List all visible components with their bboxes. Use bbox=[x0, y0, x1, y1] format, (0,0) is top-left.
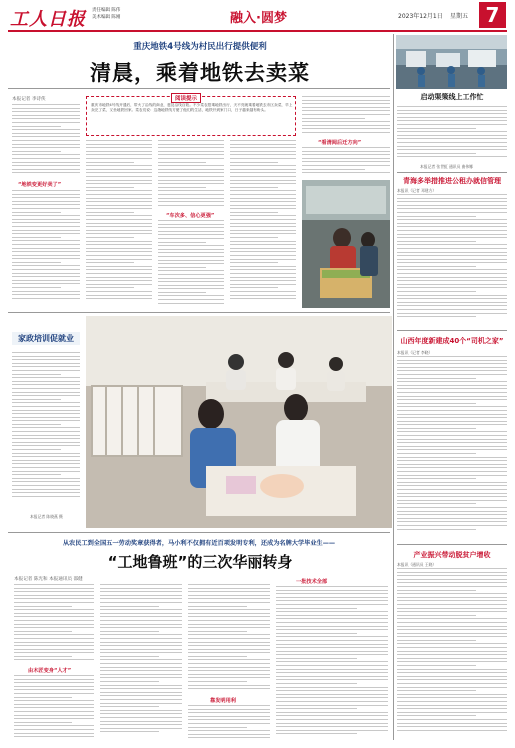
reading-tip-box bbox=[86, 96, 296, 136]
right-story4-title: 产业振兴带动脱贫户增收 bbox=[413, 551, 491, 559]
right-story1-byline: 本报记者 张世虹 通讯员 曲伟娜 bbox=[420, 164, 473, 169]
lead-subhead-2: “车次多、信心更强” bbox=[166, 213, 215, 219]
housekeeping-caption bbox=[12, 352, 80, 508]
reading-tip-label: 阅读提示 bbox=[171, 93, 201, 103]
page-number: 7 bbox=[479, 2, 506, 28]
lead-kicker: 重庆地铁4号线为村民出行提供便利 bbox=[133, 42, 267, 52]
subway-photo bbox=[302, 180, 390, 308]
bottom-kicker: 从农民工到全国五一劳动奖章获得者，马小利不仅拥有近百项发明专利，还成为名牌大学毕业生—— bbox=[62, 540, 336, 547]
bottom-rule bbox=[8, 532, 390, 533]
lead-body-col3b bbox=[158, 220, 224, 308]
bottom-headline: “工地鲁班”的三次华丽转身 bbox=[107, 553, 293, 571]
right-story3-byline: 本报讯（记者 李晓） bbox=[397, 350, 433, 355]
right-divider-2 bbox=[397, 330, 507, 331]
headline-rule bbox=[8, 88, 390, 89]
bottom-subhead-3: 一批技术全部 bbox=[296, 579, 328, 585]
right-story2-body bbox=[397, 194, 507, 324]
masthead bbox=[0, 0, 515, 31]
issue-weekday: 星期五 bbox=[450, 13, 469, 20]
lead-byline: 本报记者 李诗侠 bbox=[12, 97, 46, 102]
housekeeping-title: 家政培训促就业 bbox=[12, 332, 80, 345]
lead-body-col5b bbox=[302, 147, 390, 177]
masthead-rule bbox=[8, 30, 507, 32]
bottom-subhead-1: 由木匠变身“人才” bbox=[28, 668, 72, 674]
right-story1-title: 启动渠策线上工作忙 bbox=[420, 93, 484, 101]
right-divider-1 bbox=[397, 172, 507, 173]
factory-photo bbox=[396, 35, 507, 89]
right-divider-3 bbox=[397, 544, 507, 545]
lead-body-col2 bbox=[86, 140, 152, 308]
column-divider bbox=[393, 34, 394, 740]
issue-date: 2023年12月1日 bbox=[398, 13, 443, 20]
editor-credit: 责任编辑 陈伟 bbox=[92, 8, 121, 13]
housekeeping-training-photo bbox=[86, 316, 392, 528]
lead-headline: 清晨，乘着地铁去卖菜 bbox=[90, 61, 310, 85]
lead-body-col3 bbox=[158, 140, 224, 210]
designer-credit: 美术编辑 陈刚 bbox=[92, 15, 121, 20]
lead-subhead-1: “地铁变更好卖了” bbox=[18, 182, 62, 188]
bottom-subhead-2: 靠发明用利 bbox=[210, 698, 236, 704]
bottom-byline: 本报记者 陈光和 本报通讯员 邵健 bbox=[14, 577, 83, 582]
right-story1-body bbox=[397, 106, 507, 162]
right-story2-byline: 本报讯（记者 邓建方） bbox=[397, 188, 437, 193]
right-story3-body bbox=[397, 356, 507, 540]
bottom-body-col1b bbox=[14, 675, 94, 740]
bottom-body-col3 bbox=[188, 584, 270, 694]
mid-rule bbox=[8, 312, 390, 313]
right-story4-byline: 本报讯（通讯员 王晓） bbox=[397, 562, 437, 567]
lead-body-col5 bbox=[302, 96, 390, 136]
newspaper-logo: 工人日报 bbox=[10, 9, 86, 30]
bottom-body-col2 bbox=[100, 584, 182, 740]
bottom-body-col1 bbox=[14, 584, 94, 664]
right-story3-title: 山西年度新建成40个“司机之家” bbox=[400, 337, 504, 345]
right-story4-body bbox=[397, 568, 507, 740]
lead-subhead-3: “看清阅后迁方向” bbox=[318, 140, 362, 146]
right-story2-title: 青海多举措推进公租办就信管理 bbox=[403, 177, 501, 185]
bottom-body-col4 bbox=[276, 586, 388, 740]
lead-body-col4 bbox=[230, 140, 296, 308]
lead-body-col1 bbox=[12, 104, 80, 180]
housekeeping-byline: 本报记者 陈晓燕 摄 bbox=[30, 514, 63, 519]
section-name: 融入·圆梦 bbox=[230, 11, 287, 26]
reading-tip-text: 重庆市地铁4号线开通后，带火了沿线的商业，惠及沿线百姓。不少菜农搭乘地铁出行，天不亮就乘着地铁去市区卖菜，早上卖完了菜，又坐地铁回家。菜农们说：这趟地铁线方便了他们的生活，地铁开到家门口，日子越来越有盼头。 bbox=[91, 103, 293, 113]
lead-body-col1b bbox=[12, 190, 80, 308]
bottom-body-col3b bbox=[188, 705, 270, 740]
